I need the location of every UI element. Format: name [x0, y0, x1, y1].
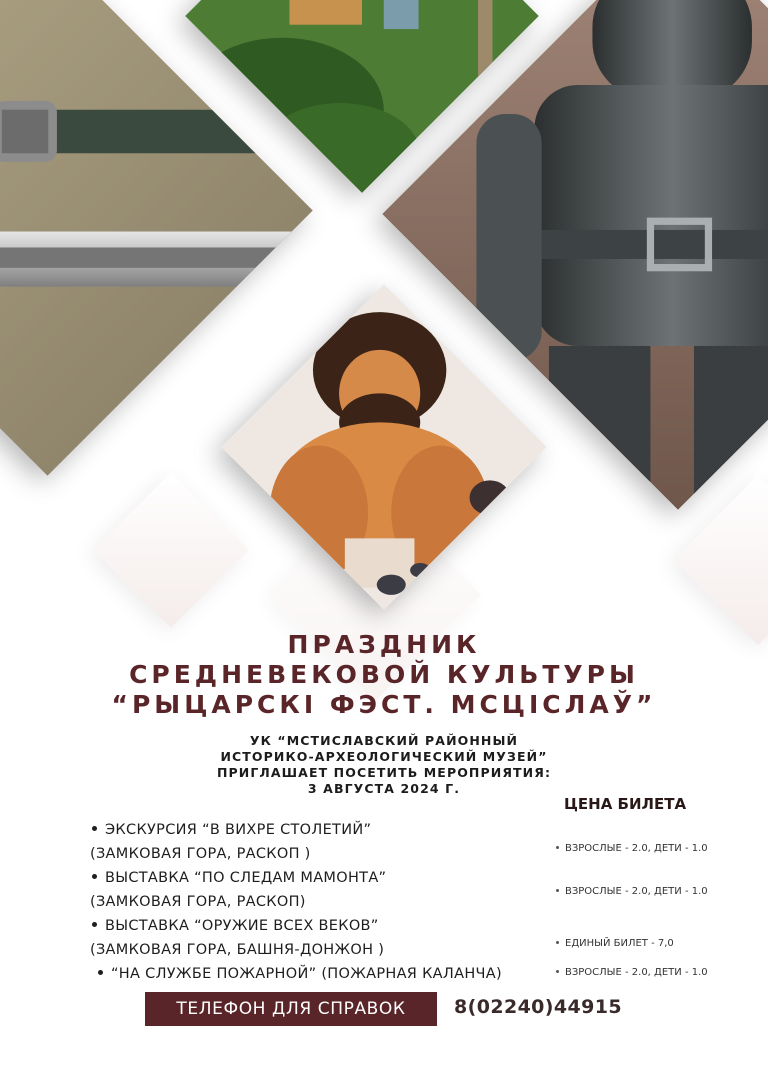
decor-diamond-left — [93, 472, 249, 628]
event-place: (ЗАМКОВАЯ ГОРА, БАШНЯ-ДОНЖОН ) — [90, 942, 385, 958]
event-name: ЭКСКУРСИЯ “В ВИХРЕ СТОЛЕТИЙ” — [105, 822, 372, 838]
bullet-icon — [556, 941, 559, 944]
price-item — [556, 886, 708, 897]
organizer-line-3: ПРИГЛАШАЕТ ПОСЕТИТЬ МЕРОПРИЯТИЯ: — [216, 765, 552, 780]
bullet-icon — [92, 826, 97, 831]
bullet-icon — [556, 846, 559, 849]
event-date: 3 АВГУСТА 2024 Г. — [307, 781, 461, 796]
title-line-3: “РЫЦАРСКІ ФЭСТ. МСЦІСЛАЎ” — [111, 690, 657, 719]
phone-info-button[interactable]: ТЕЛЕФОН ДЛЯ СПРАВОК — [145, 992, 437, 1026]
price-text: ЕДИНЫЙ БИЛЕТ - 7,0 — [565, 938, 674, 949]
price-item — [556, 938, 674, 949]
event-item — [90, 866, 530, 890]
price-title: ЦЕНА БИЛЕТА — [564, 795, 687, 813]
phone-number[interactable]: 8(02240)44915 — [454, 996, 622, 1018]
bullet-icon — [92, 922, 97, 927]
organizer-line-2: ИСТОРИКО-АРХЕОЛОГИЧЕСКИЙ МУЗЕЙ” — [220, 749, 548, 764]
bullet-icon — [556, 889, 559, 892]
title-line-2: СРЕДНЕВЕКОВОЙ КУЛЬТУРЫ — [129, 660, 639, 689]
price-text: ВЗРОСЛЫЕ - 2.0, ДЕТИ - 1.0 — [565, 967, 708, 978]
price-item — [556, 843, 708, 854]
price-text: ВЗРОСЛЫЕ - 2.0, ДЕТИ - 1.0 — [565, 886, 708, 897]
event-item — [90, 818, 530, 842]
event-name: ВЫСТАВКА “ОРУЖИЕ ВСЕХ ВЕКОВ” — [105, 918, 379, 934]
caveman-carving-photo — [221, 284, 546, 609]
organizer-line-1: УК “МСТИСЛАВСКИЙ РАЙОННЫЙ — [249, 733, 519, 748]
event-item — [90, 914, 530, 938]
events-list — [90, 818, 530, 986]
bullet-icon — [98, 970, 103, 975]
event-place: (ЗАМКОВАЯ ГОРА, РАСКОП) — [90, 894, 306, 910]
bullet-icon — [556, 970, 559, 973]
title-line-1: ПРАЗДНИК — [287, 630, 481, 659]
event-name: “НА СЛУЖБЕ ПОЖАРНОЙ” (ПОЖАРНАЯ КАЛАНЧА) — [111, 966, 502, 982]
event-name: ВЫСТАВКА “ПО СЛЕДАМ МАМОНТА” — [105, 870, 387, 886]
price-text: ВЗРОСЛЫЕ - 2.0, ДЕТИ - 1.0 — [565, 843, 708, 854]
price-item — [556, 967, 708, 978]
bullet-icon — [92, 874, 97, 879]
event-item — [90, 962, 530, 986]
event-place: (ЗАМКОВАЯ ГОРА, РАСКОП ) — [90, 846, 311, 862]
decor-diamond-right — [673, 475, 768, 645]
